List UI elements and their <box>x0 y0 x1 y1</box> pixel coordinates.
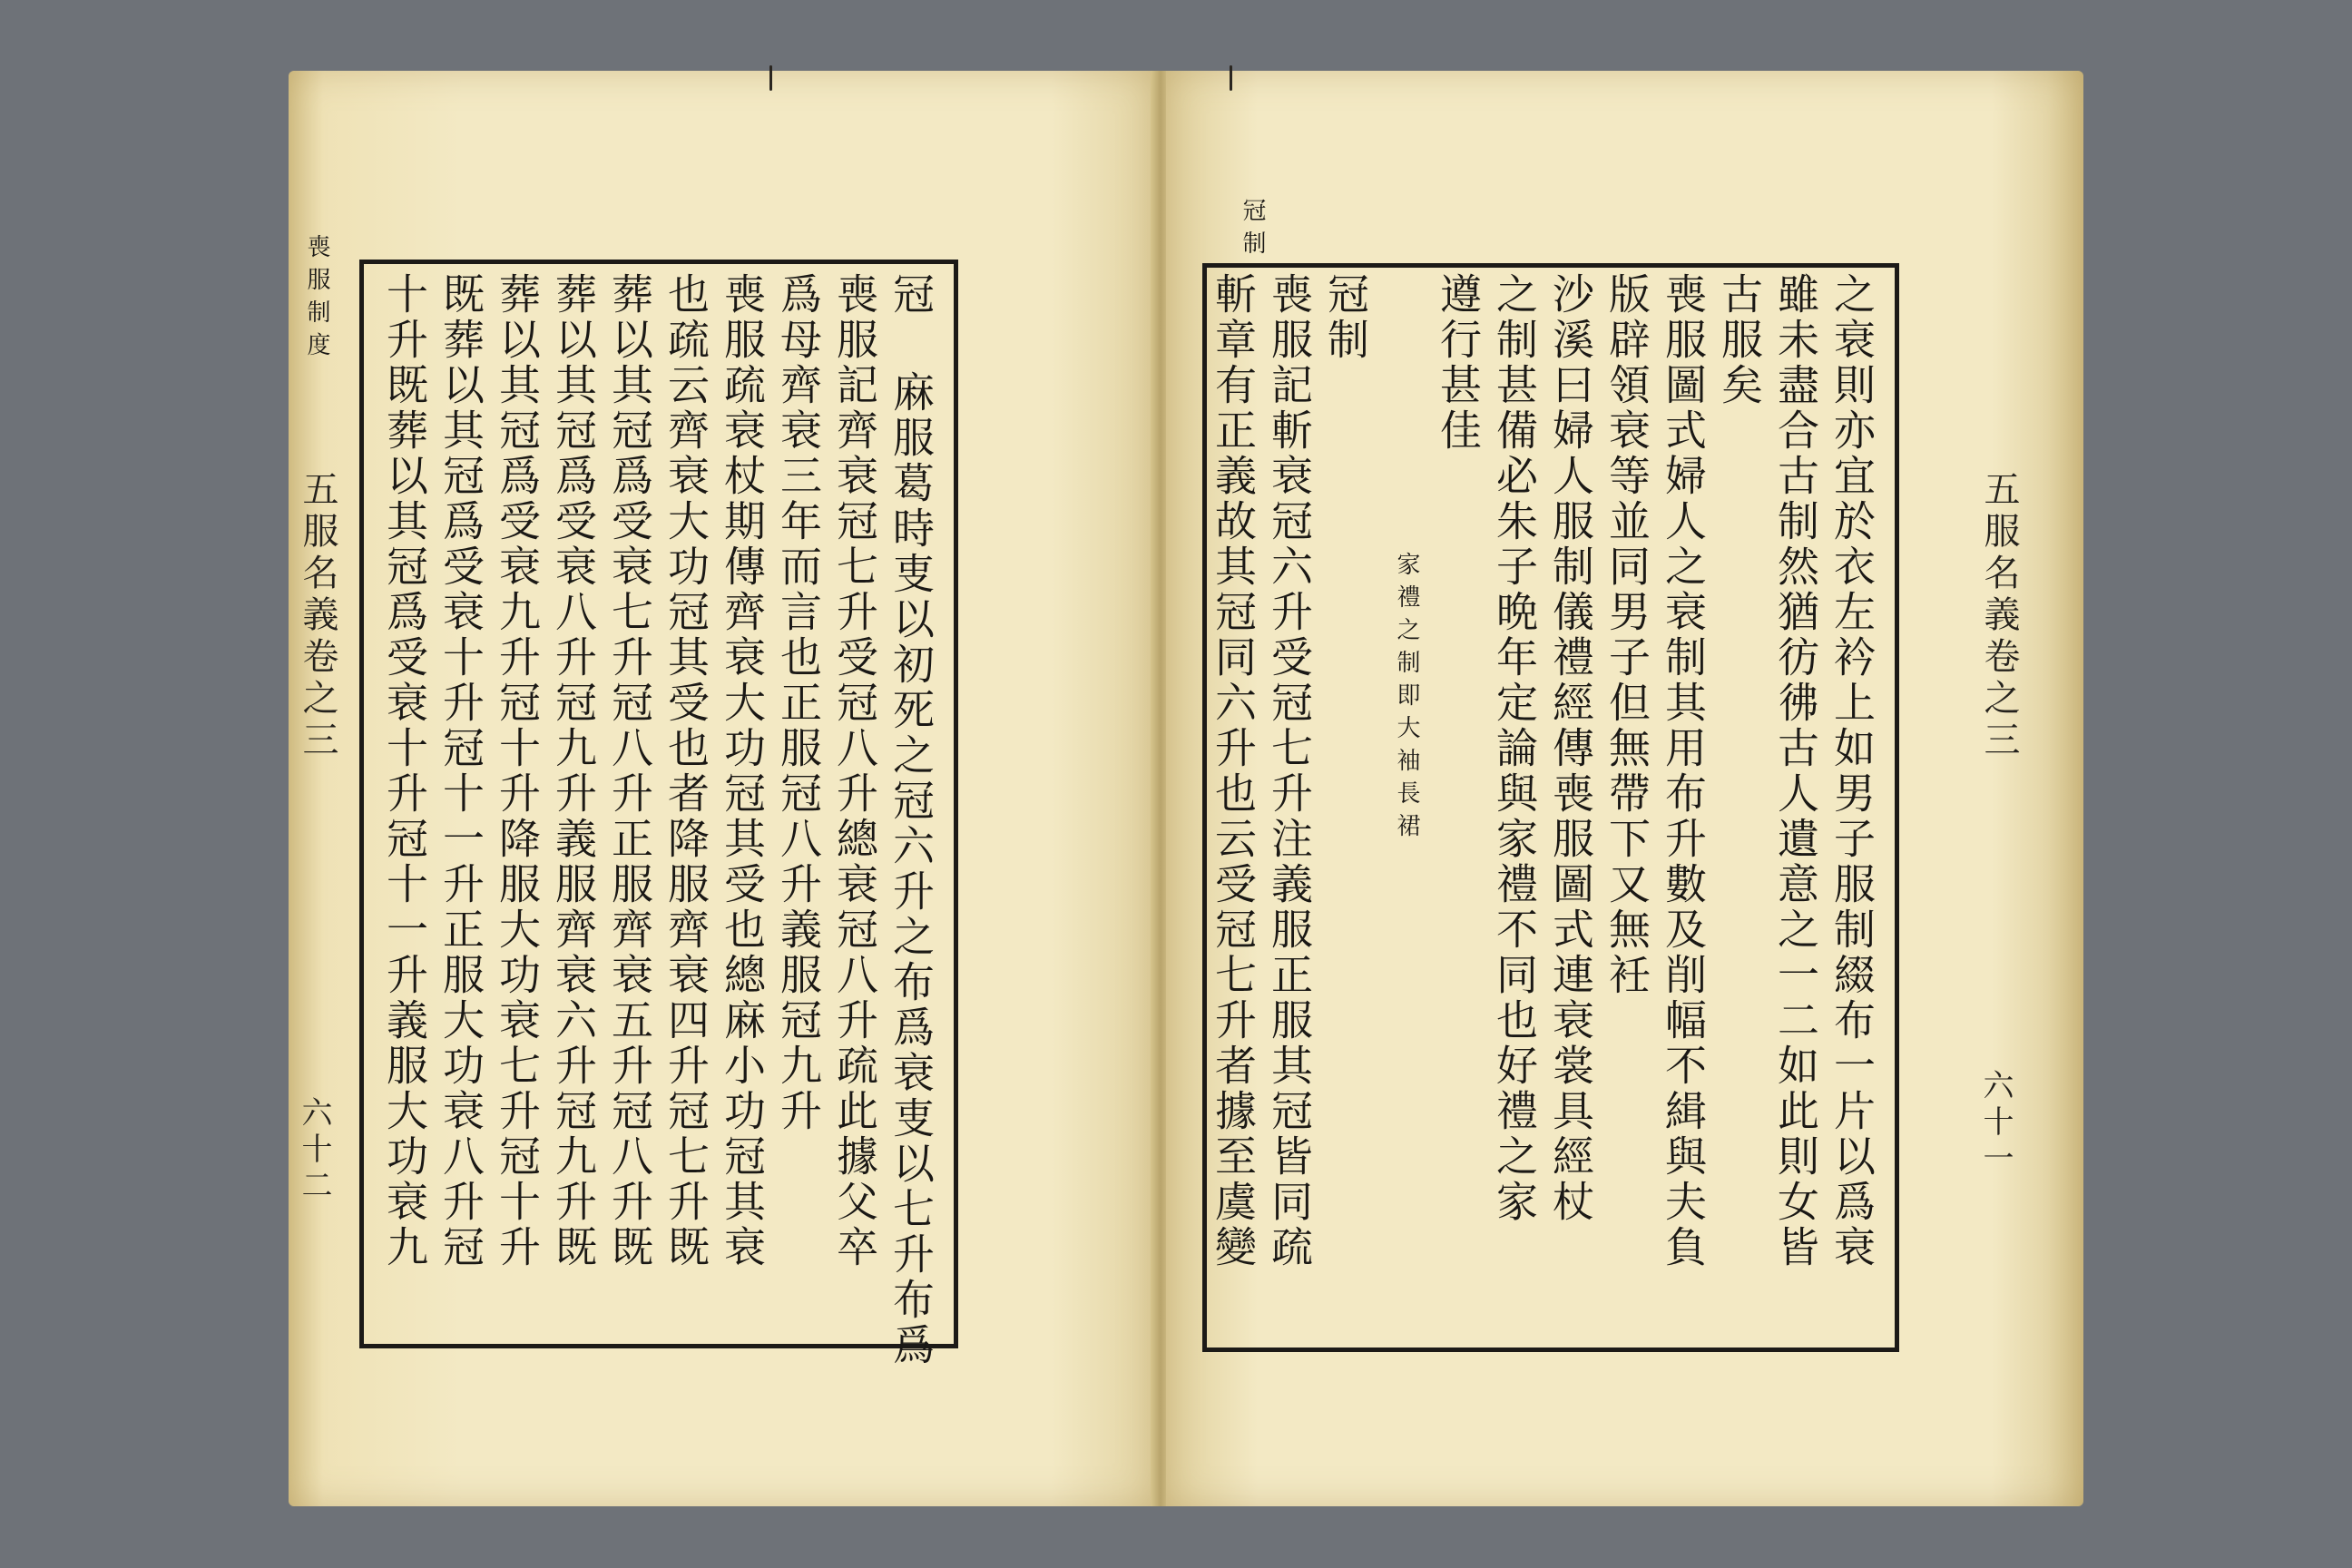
right-column-4: 喪服圖式婦人之衰制其用布升數及削幅不緝與夫負 <box>1659 272 1708 1270</box>
left-column-10: 十升既葬以其冠爲受衰十升冠十一升義服大功衰九 <box>380 272 429 1270</box>
left-column-4: 喪服疏衰杖期傳齊衰大功冠其受也總麻小功冠其衰 <box>718 272 767 1270</box>
left-center-title: 五服名義卷之三 <box>297 470 338 762</box>
right-margin-label: 冠制 <box>1239 198 1266 263</box>
right-small-note: 家禮之制即大袖長裙 <box>1393 552 1420 846</box>
page-crease <box>769 65 772 91</box>
page-crease <box>1230 65 1232 91</box>
left-margin-label: 喪服制度 <box>303 234 330 365</box>
right-folio: 六十一 <box>1977 1069 2014 1178</box>
left-inner-border <box>359 265 362 1345</box>
right-center-title: 五服名義卷之三 <box>1978 470 2020 762</box>
left-column-9: 既葬以其冠爲受衰十升冠十一升正服大功衰八升冠 <box>436 272 485 1270</box>
right-column-1: 之衰則亦宜於衣左衿上如男子服制綴布一片以爲衰 <box>1828 272 1877 1270</box>
right-column-8: 遵行甚佳 <box>1434 272 1483 454</box>
right-column-11: 斬章有正義故其冠同六升也云受冠七升者據至虞變 <box>1209 272 1258 1270</box>
left-column-1: 冠 麻服葛時叓以初死之冠六升之布爲衰叓以七升布爲 <box>887 272 936 1368</box>
right-column-5: 版辟領衰等並同男子但無帶下又無衽 <box>1602 272 1651 998</box>
left-column-7: 葬以其冠爲受衰八升冠九升義服齊衰六升冠九升既 <box>549 272 598 1270</box>
open-book <box>289 71 2083 1506</box>
right-column-9: 冠制 <box>1321 272 1370 363</box>
left-column-8: 葬以其冠爲受衰九升冠十升降服大功衰七升冠十升 <box>493 272 542 1270</box>
right-column-7: 之制甚備必朱子晩年定論與家禮不同也好禮之家 <box>1490 272 1539 1225</box>
left-column-2: 喪服記齊衰冠七升受冠八升總衰冠八升疏此據父卒 <box>830 272 879 1270</box>
right-column-6: 沙溪曰婦人服制儀禮經傳喪服圖式連衰裳具經杖 <box>1546 272 1595 1225</box>
right-column-3: 古服矣 <box>1715 272 1764 408</box>
left-column-5: 也疏云齊衰大功冠其受也者降服齊衰四升冠七升既 <box>662 272 710 1270</box>
left-folio: 六十二 <box>296 1096 332 1205</box>
right-column-10: 喪服記斬衰冠六升受冠七升注義服正服其冠皆同疏 <box>1265 272 1314 1270</box>
right-column-2: 雖未盡合古制然猶彷彿古人遺意之一二如此則女皆 <box>1771 272 1820 1270</box>
left-column-3: 爲母齊衰三年而言也正服冠八升義服冠九升 <box>774 272 823 1134</box>
left-page <box>289 71 1155 1506</box>
left-column-6: 葬以其冠爲受衰七升冠八升正服齊衰五升冠八升既 <box>605 272 654 1270</box>
right-page <box>1166 71 2083 1506</box>
